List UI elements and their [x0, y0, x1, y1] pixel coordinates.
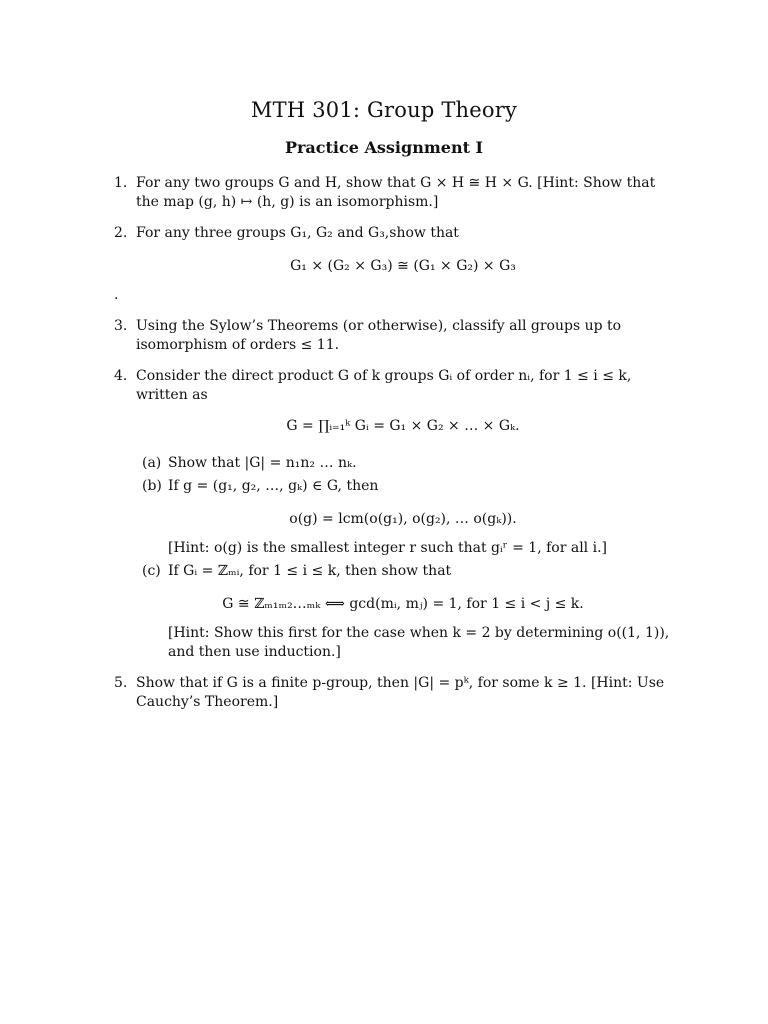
subpart-a	[136, 454, 670, 473]
subpart-label: (a)	[142, 455, 162, 471]
display-equation: G ≅ ℤₘ₁ₘ₂…ₘₖ ⟺ gcd(mᵢ, mⱼ) = 1, for 1 ≤ i < j ≤ k.	[222, 596, 584, 612]
problem-item-3	[114, 317, 670, 355]
problem-text: Consider the direct product G of k groups Gᵢ of order nᵢ, for 1 ≤ i ≤ k, written as	[136, 368, 632, 403]
problem-item-1	[114, 174, 670, 212]
problem-number: 2.	[114, 225, 128, 241]
problem-number: 3.	[114, 318, 128, 334]
problem-number: 5.	[114, 675, 128, 691]
problem-text: For any three groups G₁, G₂ and G₃,show that	[136, 225, 459, 241]
subpart-b	[136, 477, 670, 496]
display-equation: o(g) = lcm(o(g₁), o(g₂), … o(gₖ)).	[289, 511, 517, 527]
problem-number: 4.	[114, 368, 128, 384]
subpart-label: (b)	[142, 478, 162, 494]
subpart-label: (c)	[142, 563, 161, 579]
document-subtitle: Practice Assignment I	[284, 138, 484, 157]
hint-text: [Hint: o(g) is the smallest integer r such that gᵢʳ = 1, for all i.]	[168, 540, 608, 556]
hint-text: [Hint: Show this first for the case when k = 2 by determining o((1, 1)), and then use induction.]	[168, 625, 670, 660]
problem-list	[114, 174, 670, 724]
problem-text: Show that if G is a finite p-group, then |G| = pᵏ, for some k ≥ 1. [Hint: Use Cauchy’s Theorem.]	[136, 675, 665, 710]
document-title: MTH 301: Group Theory	[250, 98, 518, 122]
subpart-text: If g = (g₁, g₂, …, gₖ) ∈ G, then	[168, 478, 379, 494]
problem-item-4	[114, 367, 670, 662]
problem-item-5	[114, 674, 670, 712]
problem-item-2	[114, 224, 670, 305]
subpart-text: Show that |G| = n₁n₂ … nₖ.	[168, 455, 357, 471]
problem-text: For any two groups G and H, show that G × H ≅ H × G. [Hint: Show that the map (g, h) ↦ (h, g) is an isomorphism.]	[136, 175, 656, 210]
trailing-period: .	[114, 287, 119, 303]
display-equation: G = ∏ᵢ₌₁ᵏ Gᵢ = G₁ × G₂ × … × Gₖ.	[286, 418, 520, 434]
display-equation: G₁ × (G₂ × G₃) ≅ (G₁ × G₂) × G₃	[290, 258, 516, 274]
problem-number: 1.	[114, 175, 128, 191]
subpart-text: If Gᵢ = ℤₘᵢ, for 1 ≤ i ≤ k, then show that	[168, 563, 452, 579]
problem-text: Using the Sylow’s Theorems (or otherwise), classify all groups up to isomorphism of orders ≤ 11.	[136, 318, 622, 353]
subpart-c	[136, 562, 670, 581]
